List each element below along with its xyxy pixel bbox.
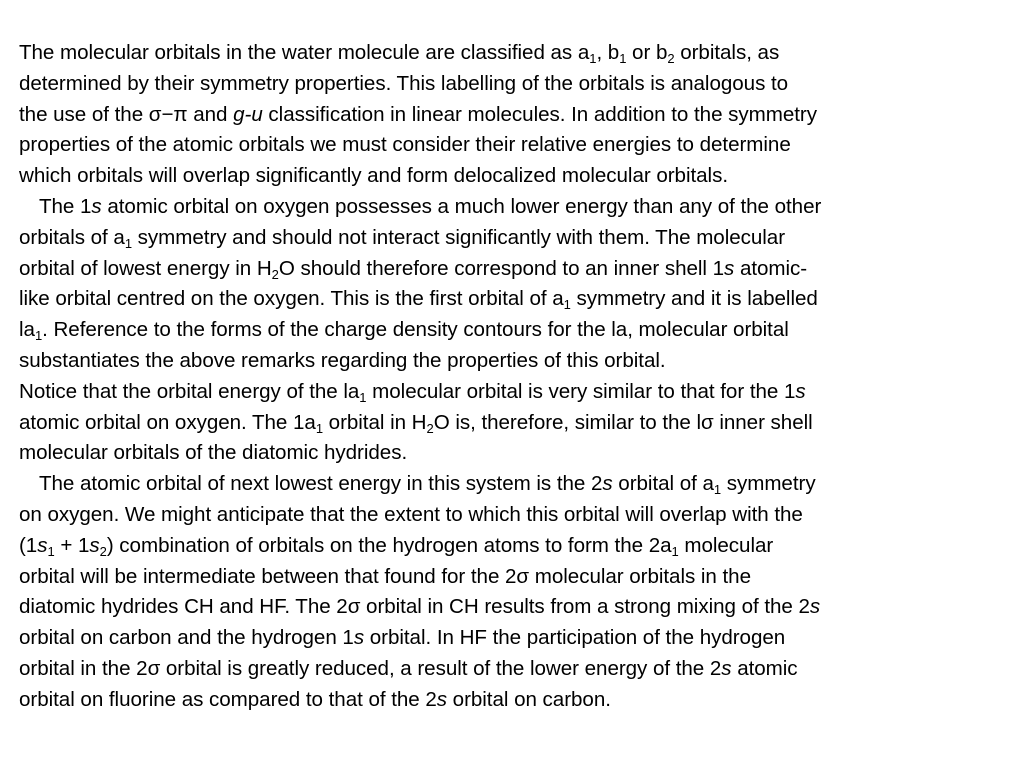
subscript: 2: [426, 420, 434, 436]
text-run: atomic: [731, 656, 798, 680]
italic-text: s: [89, 533, 100, 557]
text-run: which orbitals will overlap significantly and form delocalized molecular orbitals.: [19, 164, 728, 188]
text-run: orbital will be intermediate between that found for the 2σ molecular orbitals in the: [19, 564, 751, 588]
italic-text: s: [436, 687, 447, 711]
text-run: properties of the atomic orbitals we must consider their relative energies to determine: [19, 133, 791, 157]
text-run: molecular orbitals of the diatomic hydrides.: [19, 441, 408, 465]
text-line: [19, 592, 1019, 623]
text-run: orbital on carbon.: [447, 687, 611, 711]
text-line: [19, 315, 1019, 346]
text-run: The 1: [39, 194, 92, 218]
subscript: 1: [619, 51, 627, 66]
subscript: 2: [99, 543, 107, 559]
text-run: orbital on carbon and the hydrogen 1: [19, 626, 354, 650]
subscript: 1: [47, 543, 55, 559]
subscript: 1: [34, 328, 43, 344]
text-run: . Reference to the forms of the charge density contours for the la, molecular orbital: [42, 318, 789, 342]
text-run: or b: [626, 41, 668, 64]
text-line: [19, 254, 1019, 285]
text-run: orbital in H: [323, 410, 427, 434]
text-line: [19, 161, 1019, 192]
text-run: orbital. In HF the participation of the hydrogen: [364, 626, 786, 650]
text-run: The atomic orbital of next lowest energy in this system is the 2: [39, 472, 603, 496]
text-line: [19, 438, 1019, 469]
italic-text: s: [724, 256, 735, 280]
text-run: orbital in the 2σ orbital is greatly reduced, a result of the lower energy of the 2: [19, 656, 722, 680]
text-run: and: [187, 102, 234, 126]
text-run: determined by their symmetry properties. This labelling of the orbitals is analogous to: [19, 71, 789, 95]
text-run: symmetry and it is labelled: [570, 287, 818, 311]
text-run: O should therefore correspond to an inner shell 1: [278, 256, 725, 280]
text-line: [19, 284, 1019, 315]
text-run: (1: [19, 533, 38, 557]
italic-text: s: [795, 379, 806, 403]
text-run: orbital of lowest energy in H: [19, 256, 272, 280]
text-run: The molecular orbitals in the water molecule are classified as a: [19, 41, 590, 64]
italic-text: s: [91, 194, 102, 218]
text-run: atomic-: [734, 256, 808, 280]
text-line: [19, 346, 1019, 377]
text-run: symmetry: [721, 472, 816, 496]
subscript: 2: [271, 266, 279, 282]
subscript: 1: [589, 51, 597, 66]
text-line: [19, 500, 1019, 531]
text-run: , b: [596, 41, 620, 64]
text-run: atomic orbital on oxygen possesses a much lower energy than any of the other: [101, 194, 822, 218]
text-line: [19, 223, 1019, 254]
text-run: σ−π: [148, 102, 188, 126]
text-line: [19, 531, 1019, 562]
text-run: like orbital centred on the oxygen. This is the first orbital of a: [19, 287, 564, 311]
text-line: [19, 192, 1019, 223]
subscript: 1: [671, 543, 679, 559]
text-line: [19, 654, 1019, 685]
italic-text: s: [809, 595, 821, 619]
text-run: symmetry and should not interact significantly with them. The molecular: [132, 225, 786, 249]
text-run: on oxygen. We might anticipate that the extent to which this orbital will overlap with the: [19, 502, 803, 526]
text-run: orbitals of a: [19, 225, 125, 249]
text-run: orbitals, as: [674, 41, 780, 64]
text-run: molecular: [678, 533, 774, 557]
subscript: 2: [667, 51, 675, 66]
text-line: [19, 623, 1019, 654]
text-run: la: [19, 318, 35, 342]
italic-text: g-u: [233, 102, 263, 126]
text-line: [19, 38, 1019, 69]
italic-text: s: [602, 472, 613, 496]
text-run: substantiates the above remarks regarding the properties of this orbital.: [19, 348, 666, 372]
text-line: [19, 69, 1019, 100]
text-run: molecular orbital is very similar to that for the 1: [366, 379, 796, 403]
text-line: [19, 562, 1019, 593]
subscript: 1: [124, 235, 132, 251]
text-run: orbital on fluorine as compared to that of the 2: [19, 687, 437, 711]
text-line: [19, 685, 1019, 716]
text-line: [19, 408, 1019, 439]
italic-text: s: [353, 626, 365, 650]
text-run: classification in linear molecules. In addition to the symmetry: [262, 102, 817, 126]
italic-text: s: [37, 533, 48, 557]
text-line: [19, 469, 1019, 500]
subscript: 1: [359, 389, 367, 405]
subscript: 1: [713, 482, 722, 498]
text-line: [19, 100, 1019, 131]
text-line: [19, 130, 1019, 161]
text-run: O is, therefore, similar to the lσ inner shell: [433, 410, 813, 434]
text-run: ) combination of orbitals on the hydrogen atoms to form the 2a: [106, 533, 672, 557]
document-body: [19, 38, 1019, 716]
text-run: diatomic hydrides CH and HF. The 2σ orbital in CH results from a strong mixing of the 2: [19, 595, 810, 619]
text-run: Notice that the orbital energy of the la: [19, 379, 360, 403]
text-run: orbital of a: [612, 472, 714, 496]
text-run: + 1: [54, 533, 90, 557]
text-line: [19, 377, 1019, 408]
text-run: the use of the: [19, 102, 149, 126]
italic-text: s: [721, 656, 732, 680]
subscript: 1: [315, 420, 323, 436]
subscript: 1: [563, 297, 571, 313]
text-run: atomic orbital on oxygen. The 1a: [19, 410, 316, 434]
